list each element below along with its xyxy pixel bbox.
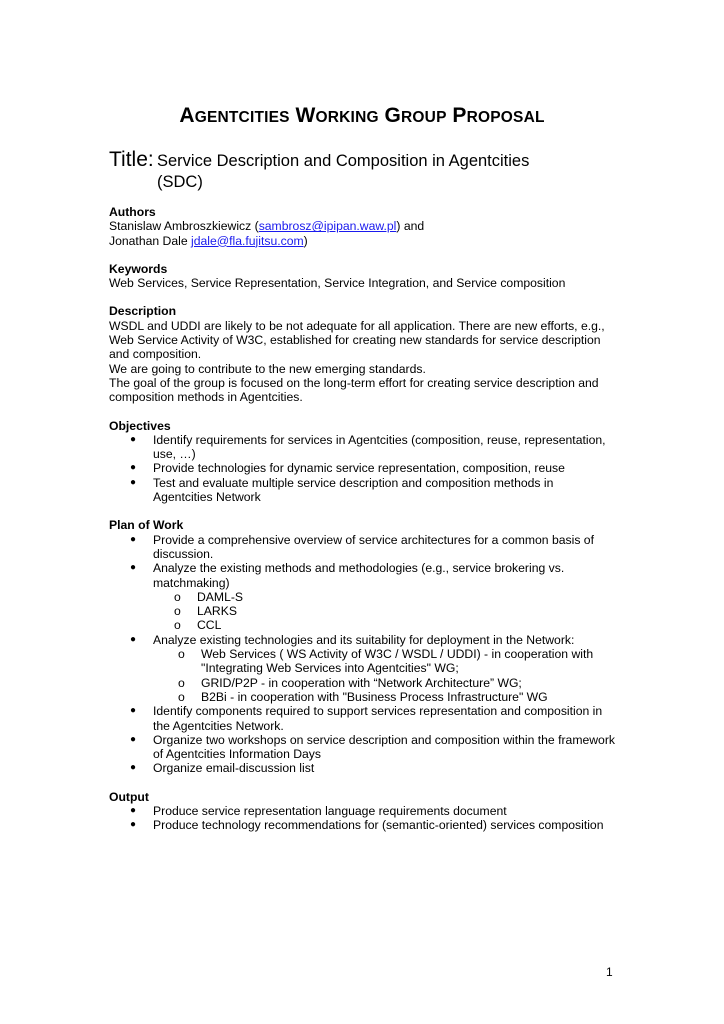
sub-list-item-text: Web Services ( WS Activity of W3C / WSDL / UDDI) - in cooperation with [201, 647, 594, 662]
list-item [109, 704, 621, 733]
document-body [109, 205, 621, 847]
description-section [109, 304, 621, 404]
authors-section [109, 205, 621, 248]
list-item-text: of Agentcities Information Days [153, 747, 321, 762]
plan-of-work-list [109, 533, 621, 776]
description-line: composition methods in Agentcities. [109, 390, 303, 405]
description-line: WSDL and UDDI are likely to be not adequate for all application. There are new efforts, e.g., [109, 318, 605, 333]
sub-list-item-text: LARKS [197, 604, 237, 619]
list-item-text: Analyze the existing methods and methodologies (e.g., service brokering vs. [153, 561, 565, 576]
bullet-icon: ● [130, 533, 137, 545]
bullet-icon: ● [130, 633, 137, 645]
sub-list-item [153, 604, 621, 618]
list-item-text: Produce technology recommendations for (semantic-oriented) services composition [153, 818, 604, 833]
bullet-icon: ● [130, 762, 137, 774]
bullet-icon: ● [130, 705, 137, 717]
bullet-icon: ● [130, 562, 137, 574]
circle-bullet-icon: o [178, 689, 185, 704]
output-section [109, 790, 621, 833]
title-word-2-initial: W [295, 104, 316, 127]
circle-bullet-icon: o [178, 647, 185, 662]
circle-bullet-icon: o [174, 618, 181, 633]
author-2-email-link[interactable]: jdale@fla.fujitsu.com [191, 233, 304, 248]
description-line: and composition. [109, 347, 202, 362]
objectives-heading: Objectives [109, 418, 171, 433]
sub-list-item-text: "Integrating Web Services into Agentcities" WG; [201, 661, 459, 676]
bullet-icon: ● [130, 462, 137, 474]
page-number: 1 [606, 965, 613, 979]
sub-list-item-text: DAML-S [197, 589, 244, 604]
sub-list [153, 590, 621, 633]
author-1-email-link[interactable]: sambrosz@ipipan.waw.pl [258, 219, 397, 234]
description-line: The goal of the group is focused on the long-term effort for creating service description and [109, 375, 599, 390]
title-word-2-rest: ORKING [315, 109, 379, 126]
title-word-3-rest: ROUP [401, 109, 447, 126]
list-item [109, 433, 621, 462]
description-line: Web Service Activity of W3C, established for creating new standards for service description [109, 333, 601, 348]
description-heading: Description [109, 304, 177, 319]
author-1-suffix: ) and [396, 219, 425, 234]
author-line-1 [109, 219, 621, 233]
description-line: We are going to contribute to the new emerging standards. [109, 361, 426, 376]
circle-bullet-icon: o [174, 604, 181, 619]
list-item-text: Agentcities Network [153, 490, 261, 505]
title-label: Title: [109, 148, 154, 171]
author-2-suffix: ) [303, 233, 308, 248]
objectives-list [109, 433, 621, 504]
bullet-icon: ● [130, 804, 137, 816]
sub-list-item [153, 647, 621, 676]
bullet-icon: ● [130, 433, 137, 445]
sub-list-item [153, 618, 621, 632]
list-item [109, 633, 621, 704]
title-word-4-rest: ROPOSAL [466, 109, 545, 126]
plan-of-work-heading: Plan of Work [109, 518, 184, 533]
bullet-icon: ● [130, 819, 137, 831]
objectives-section [109, 419, 621, 505]
sub-list-item [153, 590, 621, 604]
list-item-text: Test and evaluate multiple service description and composition methods in [153, 475, 554, 490]
list-item-text: Provide technologies for dynamic service representation, composition, reuse [153, 461, 565, 476]
document-title-row [109, 148, 669, 193]
document-title-line-2: (SDC) [157, 173, 203, 191]
document-title [157, 148, 669, 193]
output-heading: Output [109, 789, 149, 804]
list-item-text: the Agentcities Network. [153, 718, 284, 733]
document-title-line-1: Service Description and Composition in Agentcities [157, 152, 530, 170]
circle-bullet-icon: o [178, 675, 185, 690]
list-item [109, 804, 621, 818]
keywords-section [109, 262, 621, 291]
sub-list-item [153, 676, 621, 690]
keywords-text: Web Services, Service Representation, Service Integration, and Service composition [109, 276, 566, 291]
list-item-text: Identify requirements for services in Agentcities (composition, reuse, representation, [153, 432, 606, 447]
list-item [109, 733, 621, 762]
list-item-text: Organize two workshops on service description and composition within the framework [153, 732, 615, 747]
proposal-title [0, 104, 724, 128]
author-2-name: Jonathan Dale [109, 233, 191, 248]
sub-list-item [153, 690, 621, 704]
keywords-heading: Keywords [109, 261, 168, 276]
title-word-4-initial: P [452, 104, 467, 127]
authors-heading: Authors [109, 205, 156, 219]
circle-bullet-icon: o [174, 589, 181, 604]
list-item [109, 761, 621, 775]
sub-list-item-text: CCL [197, 618, 222, 633]
bullet-icon: ● [130, 733, 137, 745]
list-item-text: discussion. [153, 546, 214, 561]
list-item-text: Analyze existing technologies and its suitability for deployment in the Network: [153, 632, 575, 647]
output-list [109, 804, 621, 833]
list-item [109, 561, 621, 632]
list-item [109, 818, 621, 832]
list-item-text: Provide a comprehensive overview of service architectures for a common basis of [153, 532, 594, 547]
title-word-1-initial: A [179, 104, 195, 127]
sub-list-item-text: GRID/P2P - in cooperation with “Network Architecture” WG; [201, 675, 522, 690]
author-line-2 [109, 234, 621, 248]
plan-of-work-section [109, 518, 621, 775]
sub-list [153, 647, 621, 704]
list-item [109, 533, 621, 562]
title-word-1-rest: GENTCITIES [194, 109, 290, 126]
bullet-icon: ● [130, 476, 137, 488]
author-1-name: Stanislaw Ambroszkiewicz ( [109, 219, 259, 234]
list-item [109, 476, 621, 505]
list-item-text: Produce service representation language requirements document [153, 803, 507, 818]
list-item [109, 461, 621, 475]
title-word-3-initial: G [384, 104, 402, 127]
list-item-text: matchmaking) [153, 575, 230, 590]
list-item-text: use, …) [153, 447, 196, 462]
list-item-text: Organize email-discussion list [153, 761, 315, 776]
list-item-text: Identify components required to support services representation and composition in [153, 704, 603, 719]
sub-list-item-text: B2Bi - in cooperation with "Business Process Infrastructure" WG [201, 689, 548, 704]
